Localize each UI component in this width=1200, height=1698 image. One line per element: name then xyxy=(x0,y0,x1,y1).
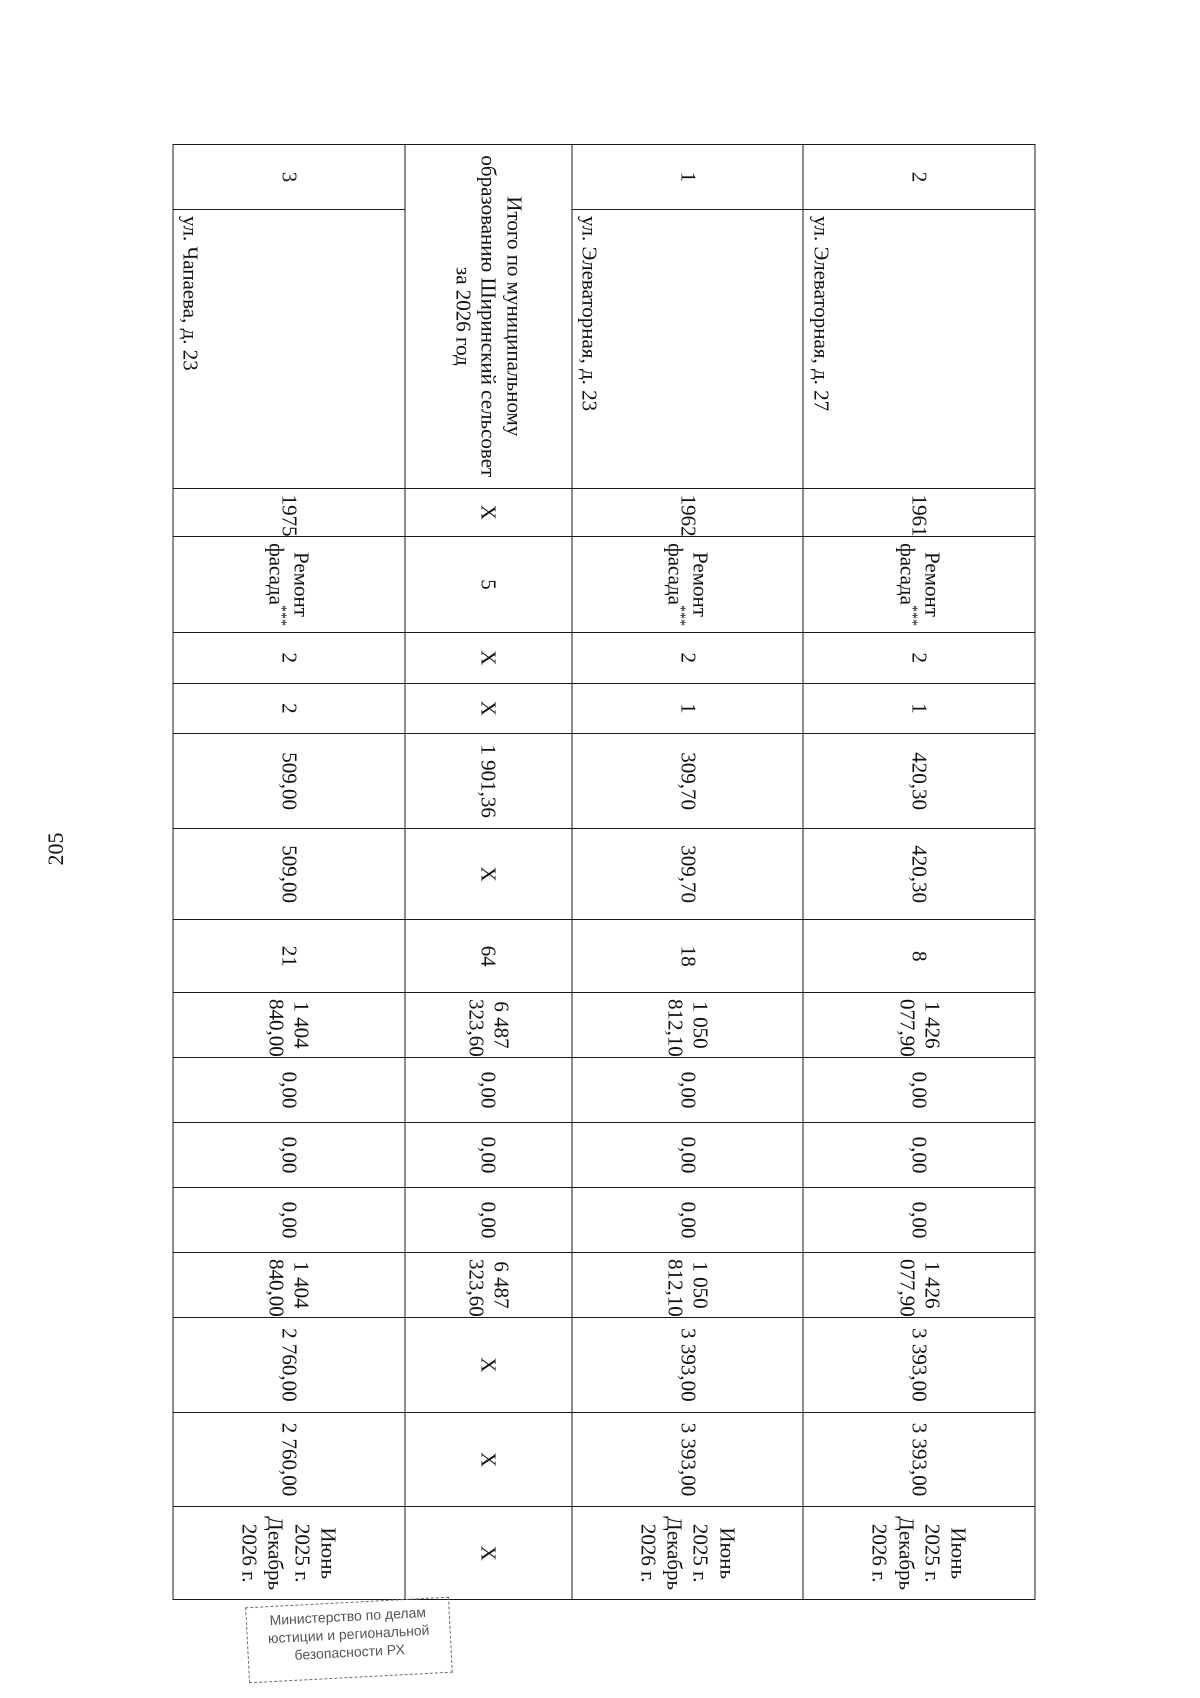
cost-total-cell: 6 487 323,60 xyxy=(404,993,571,1058)
fund-regional-cell: 0,00 xyxy=(803,1123,1035,1188)
cost-total-cell: 1 404 840,00 xyxy=(173,993,405,1058)
fund-local-cell: 0,00 xyxy=(173,1187,405,1252)
row-number: 1 xyxy=(571,145,803,210)
row-number: 3 xyxy=(173,145,405,210)
work-count-label: 5 xyxy=(476,579,501,590)
address-cell: ул. Элеваторная, д. 27 xyxy=(803,209,1035,488)
fund-local-cell: 0,00 xyxy=(404,1187,571,1252)
work-type-cell xyxy=(173,537,405,633)
stamp-line: безопасности РХ xyxy=(294,1641,406,1664)
dates-cell xyxy=(404,1507,571,1600)
fund-federal-cell: 0,00 xyxy=(803,1058,1035,1123)
fund-local-cell: 0,00 xyxy=(571,1187,803,1252)
fund-regional-cell: 0,00 xyxy=(404,1123,571,1188)
ministry-stamp xyxy=(245,1597,453,1684)
year-cell: 1962 xyxy=(571,488,803,536)
table-row xyxy=(803,145,1035,1600)
work-type-label: Ремонт фасада xyxy=(894,543,944,617)
cost-total-cell: 1 050 812,10 xyxy=(571,993,803,1058)
work-type-cell xyxy=(571,537,803,633)
date-start: Июнь 2025 г. xyxy=(919,1523,971,1583)
year-cell: 1975 xyxy=(173,488,405,536)
fund-owners-cell: 1 404 840,00 xyxy=(173,1252,405,1317)
address-cell: ул. Чапаева, д. 23 xyxy=(173,209,405,488)
dates-cell xyxy=(571,1507,803,1600)
area-total-cell: 1 901,36 xyxy=(404,734,571,829)
address-cell: ул. Элеваторная, д. 23 xyxy=(571,209,803,488)
table-row-total xyxy=(404,145,571,1600)
work-type-cell xyxy=(803,537,1035,633)
total-label-cell: Итого по муниципальному образованию Ширинский сельсовет за 2026 год xyxy=(404,145,571,489)
unit-cost-max-cell: 3 393,00 xyxy=(803,1412,1035,1507)
work-type-label: Ремонт фасада xyxy=(663,543,713,617)
value-cell-2: Х xyxy=(404,683,571,734)
unit-cost-max-cell: 3 393,00 xyxy=(571,1412,803,1507)
fund-owners-cell: 1 050 812,10 xyxy=(571,1252,803,1317)
area-living-cell: Х xyxy=(404,828,571,919)
fund-regional-cell: 0,00 xyxy=(571,1123,803,1188)
area-living-cell: 420,30 xyxy=(803,828,1035,919)
area-total-cell: 309,70 xyxy=(571,734,803,829)
fund-regional-cell: 0,00 xyxy=(173,1123,405,1188)
area-total-cell: 420,30 xyxy=(803,734,1035,829)
unit-cost-cell: 2 760,00 xyxy=(173,1317,405,1412)
footnote-mark: *** xyxy=(273,604,289,626)
fund-federal-cell: 0,00 xyxy=(173,1058,405,1123)
value-cell-2: 2 xyxy=(173,683,405,734)
residents-cell: 64 xyxy=(404,920,571,993)
value-cell-1: Х xyxy=(404,632,571,683)
dates-cell xyxy=(803,1507,1035,1600)
works-table-rotated-content xyxy=(172,144,1035,1600)
area-total-cell: 509,00 xyxy=(173,734,405,829)
footnote-mark: *** xyxy=(672,604,688,626)
date-start: Июнь 2025 г. xyxy=(289,1523,340,1583)
date-end: Декабрь 2026 г. xyxy=(867,1516,918,1591)
fund-owners-cell: 1 426 077,90 xyxy=(803,1252,1035,1317)
fund-owners-cell: 6 487 323,60 xyxy=(404,1252,571,1317)
page-number: 205 xyxy=(43,832,68,866)
footnote-mark: *** xyxy=(903,604,919,626)
value-cell-1: 2 xyxy=(803,632,1035,683)
unit-cost-max-cell: Х xyxy=(404,1412,571,1507)
dates-cell xyxy=(173,1507,405,1600)
table-row xyxy=(173,145,405,1600)
date-end: Декабрь 2026 г. xyxy=(635,1516,687,1591)
value-cell-1: 2 xyxy=(571,632,803,683)
fund-local-cell: 0,00 xyxy=(803,1187,1035,1252)
unit-cost-cell: 3 393,00 xyxy=(571,1317,803,1412)
work-count-cell xyxy=(404,537,571,633)
residents-cell: 8 xyxy=(803,920,1035,993)
works-table xyxy=(172,144,1035,1600)
cost-total-cell: 1 426 077,90 xyxy=(803,993,1035,1058)
fund-federal-cell: 0,00 xyxy=(571,1058,803,1123)
unit-cost-cell: Х xyxy=(404,1317,571,1412)
date-end: Декабрь 2026 г. xyxy=(237,1516,288,1591)
residents-cell: 21 xyxy=(173,920,405,993)
area-living-cell: 309,70 xyxy=(571,828,803,919)
row-number: 2 xyxy=(803,145,1035,210)
value-cell-2: 1 xyxy=(803,683,1035,734)
fund-federal-cell: 0,00 xyxy=(404,1058,571,1123)
year-cell: 1961 xyxy=(803,488,1035,536)
table-row xyxy=(571,145,803,1600)
value-cell-2: 1 xyxy=(571,683,803,734)
stamp-line: Министерство по делам xyxy=(269,1603,427,1629)
residents-cell: 18 xyxy=(571,920,803,993)
value-cell-1: 2 xyxy=(173,632,405,683)
work-type-label: Ремонт фасада xyxy=(264,543,314,617)
works-table-grid xyxy=(172,144,1035,1600)
unit-cost-cell: 3 393,00 xyxy=(803,1317,1035,1412)
date-start: Х xyxy=(475,1545,500,1561)
area-living-cell: 509,00 xyxy=(173,828,405,919)
date-start: Июнь 2025 г. xyxy=(688,1523,739,1583)
unit-cost-max-cell: 2 760,00 xyxy=(173,1412,405,1507)
stamp-line: юстиции и региональной xyxy=(267,1621,430,1647)
year-cell: Х xyxy=(404,488,571,536)
